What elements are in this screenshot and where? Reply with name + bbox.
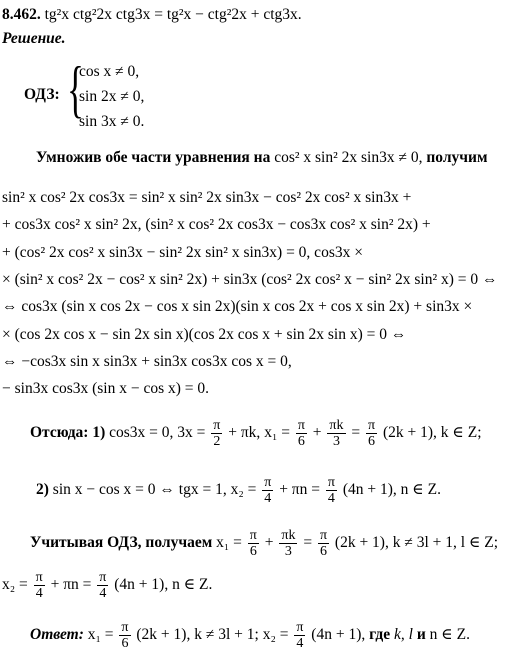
odz-condition-1: cos x ≠ 0, — [79, 63, 140, 80]
answer-vars: k, l — [394, 626, 413, 644]
odz-result-text: Учитывая ОДЗ, получаем — [30, 534, 213, 552]
fraction-pi-4: $\frac{\pi}{4}$ — [264, 475, 272, 506]
answer-line — [30, 620, 470, 651]
fraction-pi-6: $\frac{\pi}{6}$ — [297, 418, 305, 449]
fraction-pi-6e: $\frac{\pi}{6}$ — [121, 620, 129, 651]
answer-tail1: (4n + 1), — [311, 626, 366, 644]
fraction-pi-4e: $\frac{\pi}{4}$ — [296, 620, 304, 651]
answer-and: и — [416, 626, 426, 644]
case-1-p1: 3x = — [177, 424, 206, 442]
multiply-text-1: Умножив обе части уравнения на — [36, 149, 271, 166]
fraction-pi-4c: $\frac{\pi}{4}$ — [35, 570, 43, 601]
x2-plus-pin: + πn = — [50, 576, 92, 594]
odz-condition-2: sin 2x ≠ 0, — [79, 88, 145, 105]
problem-statement — [2, 6, 302, 24]
multiply-text-2: получим — [426, 149, 488, 166]
odz-result-line: Учитывая ОДЗ, получаем x₁ = $\frac{\pi}{6}$ + $\frac{\pi k}{3}$ = $\frac{\pi}{6}$ (2k + 1), k ≠ 3l + 1, l ∈ Z; — [30, 528, 499, 559]
odz-condition-3: sin 3x ≠ 0. — [79, 113, 145, 130]
problem-equation: tg²x ctg²2x ctg3x = tg²x − ctg²2x + ctg3x. — [44, 6, 302, 23]
fraction-pi-6d: $\frac{\pi}{6}$ — [319, 528, 328, 559]
fraction-pi-6c: $\frac{\pi}{6}$ — [249, 528, 257, 559]
multiply-line — [36, 149, 488, 167]
case-2-eq: sin x − cos x = 0 ⇔ tgx = 1, — [52, 481, 227, 499]
problem-number: 8.462. — [2, 6, 41, 23]
fraction-pi-4b: $\frac{\pi}{4}$ — [327, 475, 335, 506]
case-1-x1: x₁ = — [264, 424, 290, 442]
derivation-line-7: ⇔ −cos3x sin x sin3x + sin3x cos3x cos x = 0, — [2, 353, 292, 370]
case-2-x2: x₂ = — [230, 481, 257, 499]
answer-x1: x₁ = — [87, 626, 114, 644]
answer-where: где — [369, 626, 391, 644]
x2-label: x₂ = — [2, 576, 28, 594]
fraction-pik-3b: $\frac{\pi k}{3}$ — [281, 528, 296, 559]
x2-tail: (4n + 1), n ∈ Z. — [114, 576, 213, 594]
derivation-line-6: × (cos 2x cos x − sin 2x sin x)(cos 2x cos x + sin 2x sin x) = 0 ⇔ — [2, 326, 407, 343]
answer-label: Ответ: — [30, 626, 84, 644]
x2-line — [2, 570, 212, 601]
fraction-pik-3: $\frac{\pi k}{3}$ — [329, 418, 344, 449]
derivation-line-3: + (cos² 2x cos² x sin3x − sin² 2x sin² x sin3x) = 0, cos3x × — [2, 244, 363, 261]
case-1-eq: cos3x = 0, — [109, 424, 174, 442]
answer-last: n ∈ Z. — [429, 626, 470, 644]
case-1-line: Отсюда: 1) cos3x = 0, 3x = $\frac{\pi}{2}$ + πk, x₁ = $\frac{\pi}{6}$ + $\frac{\pi k}{3}$ = $\frac{\pi}{6}$ (2k + 1), k ∈ Z; — [30, 418, 482, 449]
multiply-expr: cos² x sin² 2x sin3x ≠ 0, — [274, 149, 423, 166]
odz-label: ОДЗ: — [24, 86, 60, 103]
case-2-plus-pin: + πn = — [279, 481, 320, 499]
case-2-line — [36, 475, 441, 506]
fraction-pi-2: $\frac{\pi}{2}$ — [213, 418, 221, 449]
solution-label: Решение. — [2, 30, 66, 47]
case-1-plus-pik: + πk, — [228, 424, 261, 442]
case-1-tail: (2k + 1), k ∈ Z; — [382, 424, 482, 442]
case-1-text: Отсюда: 1) — [30, 424, 106, 442]
odz-result-tail: (2k + 1), k ≠ 3l + 1, l ∈ Z; — [334, 534, 499, 552]
case-2-tail: (4n + 1), n ∈ Z. — [342, 481, 441, 499]
fraction-pi-6b: $\frac{\pi}{6}$ — [368, 418, 376, 449]
derivation-line-1: sin² x cos² 2x cos3x = sin² x sin² 2x sin3x − cos² 2x cos² x sin3x + — [2, 189, 412, 206]
derivation-line-8: − sin3x cos3x (sin x − cos x) = 0. — [2, 380, 210, 397]
answer-x2: x₂ = — [262, 626, 289, 644]
odz-result-x1: x₁ = — [216, 534, 242, 552]
derivation-line-2: + cos3x cos² x sin² 2x, (sin² x cos² 2x cos3x − cos3x cos² x sin² 2x) + — [2, 216, 431, 233]
fraction-pi-4d: $\frac{\pi}{4}$ — [99, 570, 107, 601]
derivation-line-5: ⇔ cos3x (sin x cos 2x − cos x sin 2x)(sin x cos 2x + cos x sin 2x) + sin3x × — [2, 298, 473, 315]
system-brace: { — [67, 53, 84, 124]
derivation-line-4: × (sin² x cos² 2x − cos² x sin² 2x) + sin3x (cos² 2x cos² x − sin² 2x sin² x) = 0 ⇔ — [2, 271, 498, 288]
answer-mid: (2k + 1), k ≠ 3l + 1; — [136, 626, 259, 644]
case-2-text: 2) — [36, 481, 49, 499]
